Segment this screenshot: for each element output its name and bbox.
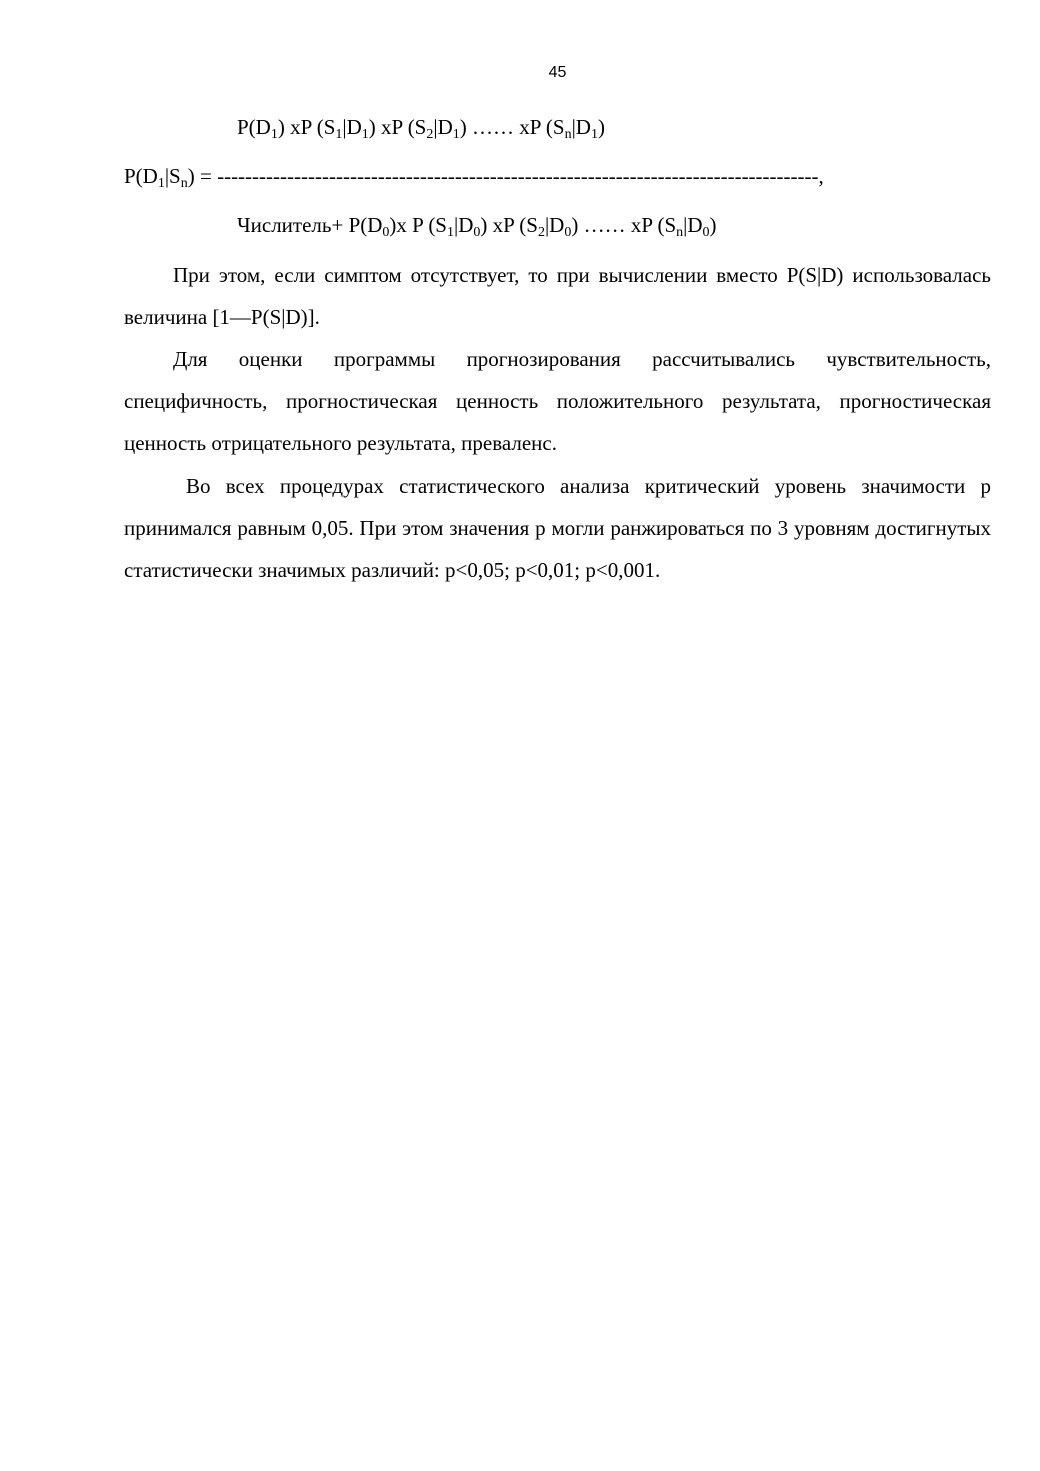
formula-subscript: 1 xyxy=(361,127,369,142)
formula-text: ) xP (S xyxy=(480,213,538,237)
formula-text: ) xP (S xyxy=(277,115,336,139)
formula-numerator xyxy=(237,115,605,142)
paragraph-symptom-absent: При этом, если симптом отсутствует, то при вычислении вместо P(S|D) использовалась величина [1—P(S|D)]. xyxy=(124,263,991,329)
formula-subscript: 1 xyxy=(447,225,454,240)
formula-subscript: 1 xyxy=(157,176,165,191)
formula-text: |D xyxy=(342,115,362,139)
formula-text: Числитель+ P(D xyxy=(237,213,383,237)
formula-text: ) xP (S xyxy=(368,115,427,139)
formula-text: |D xyxy=(544,213,565,237)
formula-subscript: 0 xyxy=(473,225,481,240)
formula-subscript: 1 xyxy=(335,127,343,142)
formula-subscript: n xyxy=(676,225,684,240)
formula-subscript: 1 xyxy=(452,127,460,142)
formula-text: ) = xyxy=(187,164,218,188)
formula-text: |D xyxy=(454,213,474,237)
fraction-line: --------------------------------------------------------------------------------------, xyxy=(217,164,824,188)
formula-subscript: n xyxy=(564,127,572,142)
formula-subscript: 0 xyxy=(382,225,390,240)
formula-text: )x P (S xyxy=(389,213,447,237)
formula-subscript: 2 xyxy=(537,225,545,240)
formula-denominator xyxy=(237,213,717,240)
formula-text: ) …… xP (S xyxy=(571,213,677,237)
formula-text: ) xyxy=(709,213,717,237)
page-number: 45 xyxy=(548,64,567,81)
formula-text: ) …… xP (S xyxy=(459,115,565,139)
formula-subscript: n xyxy=(180,176,188,191)
paragraph-significance-level: Во всех процедурах статистического анализа критический уровень значимости p принимался равным 0,05. При этом значения p могли ранжироваться по 3 уровням достигнутых статистически значимых различий: p<0,05; p<0,01; p<0,001. xyxy=(124,474,991,582)
formula-subscript: 1 xyxy=(590,127,598,142)
formula-subscript: 1 xyxy=(270,127,278,142)
formula-text: ) xyxy=(597,115,605,139)
formula-lhs xyxy=(124,164,824,191)
formula-subscript: 0 xyxy=(702,225,710,240)
formula-text: P(D xyxy=(124,164,158,188)
formula-text: |D xyxy=(571,115,591,139)
formula-subscript: 0 xyxy=(564,225,572,240)
formula-subscript: 2 xyxy=(426,127,434,142)
formula-text: P(D xyxy=(237,115,271,139)
formula-text: |D xyxy=(433,115,453,139)
paragraph-program-evaluation: Для оценки программы прогнозирования рассчитывались чувствительность, специфичность, прогностическая ценность положительного результата, прогностическая ценность отрицательного результата, преваленс. xyxy=(124,347,991,455)
formula-text: |D xyxy=(683,213,703,237)
formula-text: |S xyxy=(164,164,181,188)
